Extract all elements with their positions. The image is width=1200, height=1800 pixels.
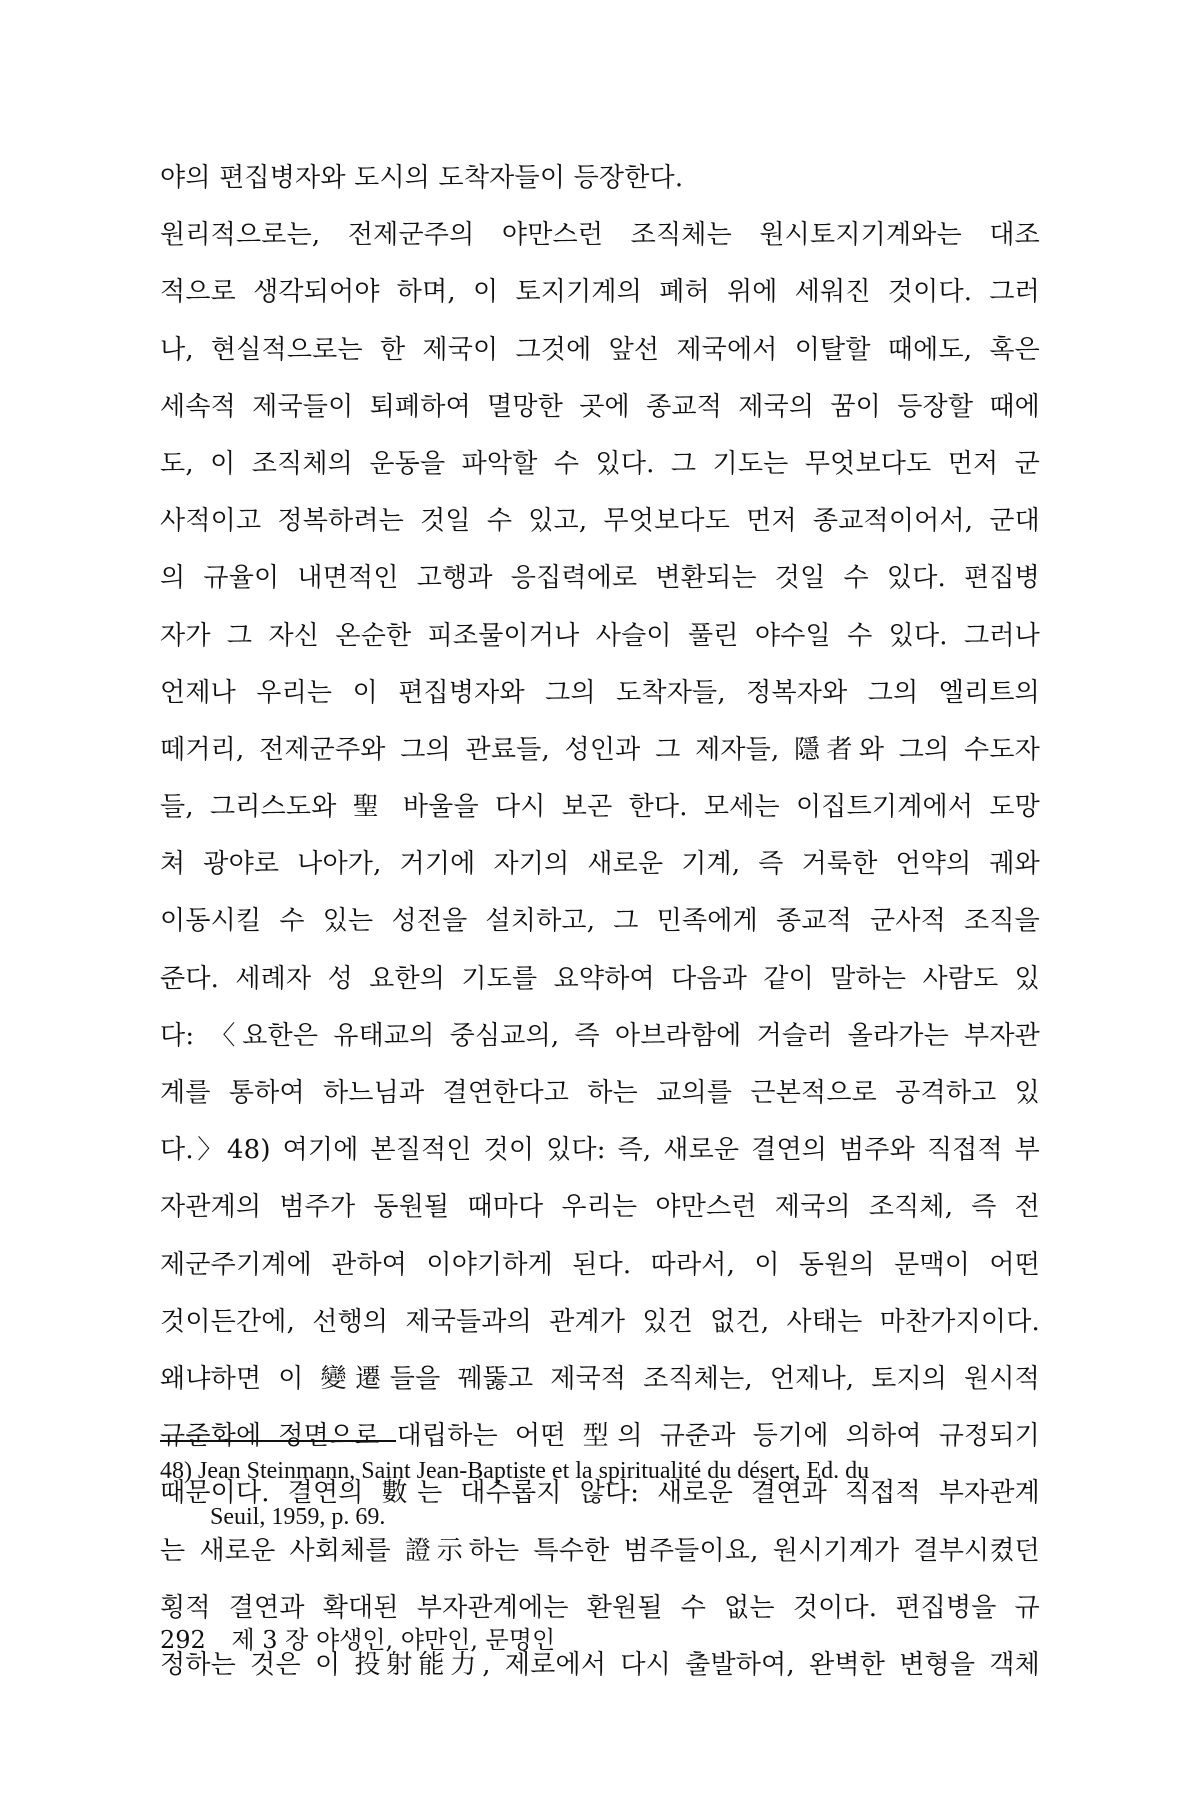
text-line: 다: 〈요한은 유태교의 중심교의, 즉 아브라함에 거슬러 올라가는 부자관 <box>160 1020 1040 1051</box>
text-line: 때문이다. 결연의 數는 대수롭지 않다: 새로운 결연과 직접적 부자관계 <box>160 1478 1040 1509</box>
text-line: 다.〉48) 여기에 본질적인 것이 있다: 즉, 새로운 결연의 범주와 직접적 부 <box>160 1135 1040 1166</box>
text-line: 자가 그 자신 온순한 피조물이거나 사슬이 풀린 야수일 수 있다. 그러나 <box>160 620 1040 651</box>
footnote-line: 48) Jean Steinmann, Saint Jean-Baptiste et la spiritualité du désert, Ed. du <box>160 1458 870 1484</box>
text-line: 왜냐하면 이 變遷들을 꿰뚫고 제국적 조직체는, 언제나, 토지의 원시적 <box>160 1363 1040 1394</box>
text-line: 는 새로운 사회체를 證示하는 특수한 범주들이요, 원시기계가 결부시켰던 <box>160 1535 1040 1566</box>
text-line: 제군주기계에 관하여 이야기하게 된다. 따라서, 이 동원의 문맥이 어떤 <box>160 1249 1040 1280</box>
text-line: 들, 그리스도와 聖 바울을 다시 보곤 한다. 모세는 이집트기계에서 도망 <box>160 792 1040 823</box>
page-number: 292 <box>160 1626 206 1654</box>
footnote-line: Seuil, 1959, p. 69. <box>210 1504 386 1530</box>
text-line: 나, 현실적으로는 한 제국이 그것에 앞선 제국에서 이탈할 때에도, 혹은 <box>160 334 1040 365</box>
text-line: 원리적으로는, 전제군주의 야만스런 조직체는 원시토지기계와는 대조 <box>160 220 1040 251</box>
text-line: 횡적 결연과 확대된 부자관계에는 환원될 수 없는 것이다. 편집병을 규 <box>160 1592 1040 1623</box>
text-line: 것이든간에, 선행의 제국들과의 관계가 있건 없건, 사태는 마찬가지이다. <box>160 1306 1040 1337</box>
text-line: 적으로 생각되어야 하며, 이 토지기계의 폐허 위에 세워진 것이다. 그러 <box>160 277 1040 308</box>
running-head: 제 3 장 야생인, 야만인, 문명인 <box>231 1626 556 1654</box>
text-line: 세속적 제국들이 퇴폐하여 멸망한 곳에 종교적 제국의 꿈이 등장할 때에 <box>160 391 1040 422</box>
text-line: 의 규율이 내면적인 고행과 응집력에로 변환되는 것일 수 있다. 편집병 <box>160 563 1040 594</box>
text-line: 규준화에 정면으로 대립하는 어떤 型의 규준과 등기에 의하여 규정되기 <box>160 1421 1040 1452</box>
footnote-divider <box>160 1440 396 1442</box>
text-line: 언제나 우리는 이 편집병자와 그의 도착자들, 정복자와 그의 엘리트의 <box>160 677 1040 708</box>
text-line: 야의 편집병자와 도시의 도착자들이 등장한다. <box>160 163 684 193</box>
text-line: 계를 통하여 하느님과 결연한다고 하는 교의를 근본적으로 공격하고 있 <box>160 1078 1040 1108</box>
text-line: 쳐 광야로 나아가, 거기에 자기의 새로운 기계, 즉 거룩한 언약의 궤와 <box>160 849 1040 880</box>
text-line: 정하는 것은 이 投射能力, 제로에서 다시 출발하여, 완벽한 변형을 객체 <box>160 1649 1040 1680</box>
text-line: 준다. 세례자 성 요한의 기도를 요약하여 다음과 같이 말하는 사람도 있 <box>160 963 1040 994</box>
text-line: 도, 이 조직체의 운동을 파악할 수 있다. 그 기도는 무엇보다도 먼저 군 <box>160 448 1040 479</box>
text-line: 이동시킬 수 있는 성전을 설치하고, 그 민족에게 종교적 군사적 조직을 <box>160 906 1040 937</box>
text-line: 사적이고 정복하려는 것일 수 있고, 무엇보다도 먼저 종교적이어서, 군대 <box>160 506 1040 537</box>
text-line: 자관계의 범주가 동원될 때마다 우리는 야만스런 제국의 조직체, 즉 전 <box>160 1192 1040 1223</box>
page-footer <box>160 1620 555 1660</box>
text-line: 떼거리, 전제군주와 그의 관료들, 성인과 그 제자들, 隱者와 그의 수도자 <box>160 734 1040 765</box>
footnote <box>160 1448 1040 1540</box>
